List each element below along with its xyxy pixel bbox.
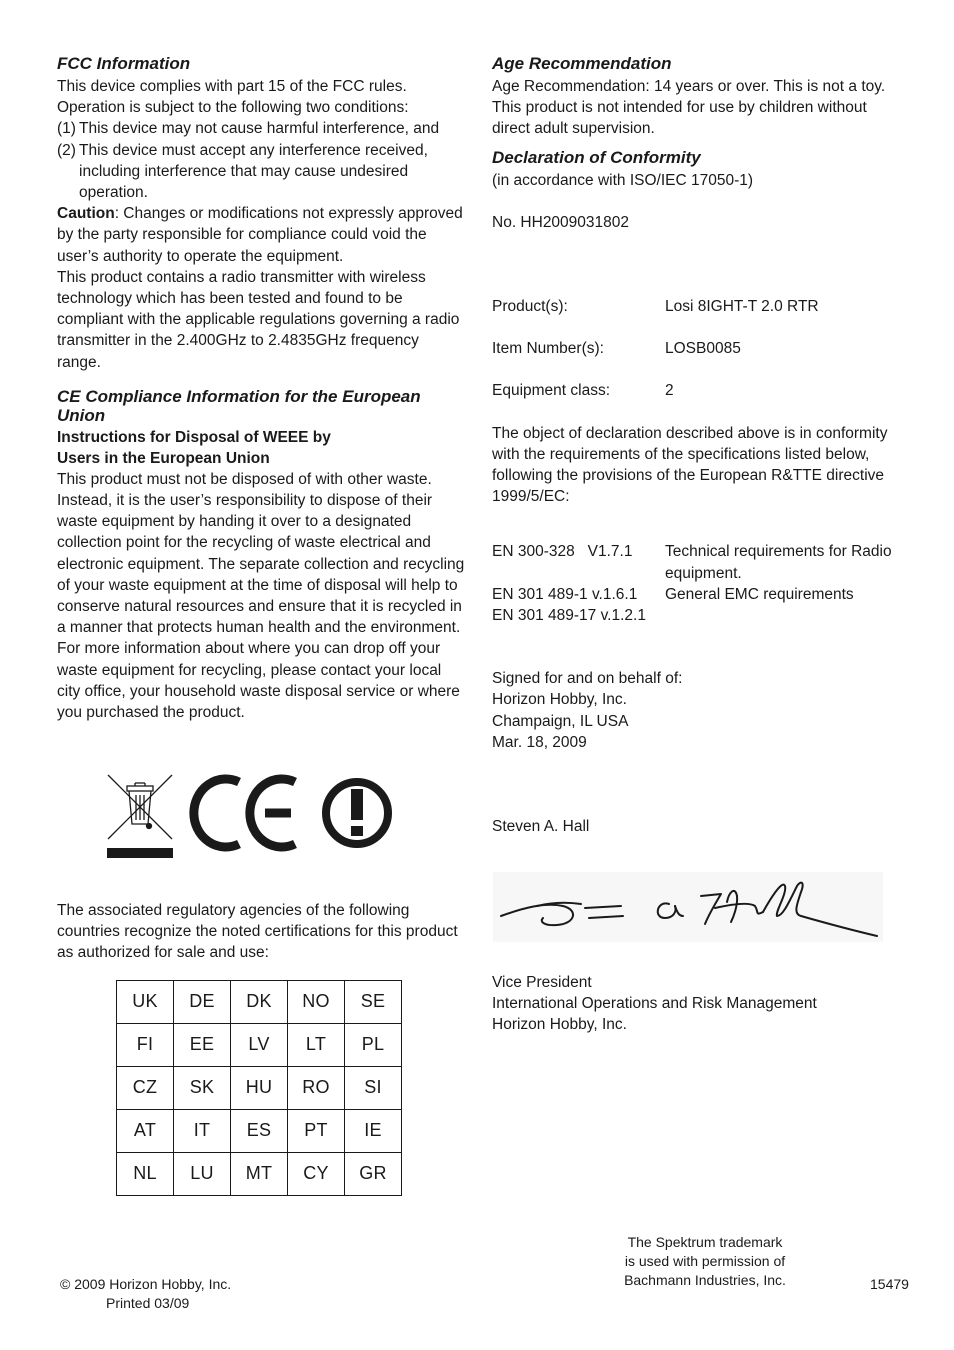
signed-line: Horizon Hobby, Inc. (492, 691, 627, 709)
age-text: Age Recommendation: 14 years or over. This is not a toy. This product is not intended for use by children without direct adult supervision. (492, 78, 886, 138)
document-code: 15479 (870, 1276, 909, 1292)
country-cell: AT (117, 1110, 174, 1153)
standard-row (492, 584, 902, 605)
title-line: International Operations and Risk Management (492, 995, 817, 1013)
fcc-radio-text: This product contains a radio transmitter with wireless technology which has been tested and found to be compliant with the applicable regulations governing a radio transmitter in the 2.400GHz to 2.4835GHz frequency range. (57, 268, 460, 371)
field-label: Item Number(s): (492, 340, 604, 358)
field-product (492, 296, 902, 317)
country-cell: PT (288, 1110, 345, 1153)
caution-label: Caution (57, 205, 115, 223)
fcc-conditions-list (57, 118, 467, 203)
country-cell: EE (174, 1024, 231, 1067)
age-heading: Age Recommendation (492, 54, 672, 73)
agencies-text: The associated regulatory agencies of the following countries recognize the noted certifications for this product as authorized for sale and use: (57, 902, 458, 962)
signed-line: Signed for and on behalf of: (492, 670, 683, 688)
fcc-intro-1: This device complies with part 15 of the FCC rules. (57, 78, 407, 95)
left-column (57, 54, 467, 723)
weee-bin-icon (107, 775, 173, 858)
country-cell: SI (345, 1067, 402, 1110)
table-row (117, 1067, 402, 1110)
standard-code: EN 301 489-1 v.1.6.1 (492, 585, 638, 603)
trademark-line: Bachmann Industries, Inc. (624, 1272, 786, 1288)
signer-name: Steven A. Hall (492, 818, 590, 836)
signature-image (493, 872, 883, 942)
condition-text: This device must accept any interference received, including interference that may cause undesired operation. (79, 141, 428, 202)
country-cell: CY (288, 1153, 345, 1196)
trademark-notice (610, 1233, 800, 1290)
country-cell: LU (174, 1153, 231, 1196)
printed-date: Printed 03/09 (106, 1295, 190, 1311)
alert-mark-icon (326, 782, 388, 844)
standard-code: EN 300-328 V1.7.1 (492, 543, 633, 561)
standard-row (492, 541, 902, 583)
country-cell: LV (231, 1024, 288, 1067)
right-column (492, 54, 902, 837)
field-value: 2 (665, 382, 674, 400)
field-label: Equipment class: (492, 382, 611, 400)
ce-heading: CE Compliance Information for the European Union (57, 386, 421, 425)
standard-desc: General EMC requirements (665, 585, 854, 603)
doc-number: No. HH2009031802 (492, 213, 630, 231)
table-row (117, 981, 402, 1024)
table-row (117, 1024, 402, 1067)
condition-number: (1) (57, 120, 76, 138)
title-line: Horizon Hobby, Inc. (492, 1016, 627, 1034)
standard-desc: Technical requirements for Radio equipment. (665, 543, 892, 582)
copyright-text: © 2009 Horizon Hobby, Inc. (60, 1276, 232, 1292)
signed-line: Mar. 18, 2009 (492, 733, 587, 751)
fcc-heading: FCC Information (57, 54, 191, 73)
standard-desc (665, 605, 902, 626)
country-cell: DE (174, 981, 231, 1024)
ce-mark-icon (194, 779, 295, 847)
country-cell: HU (231, 1067, 288, 1110)
fcc-condition-1 (57, 118, 467, 139)
compliance-symbols (105, 772, 405, 862)
field-value: LOSB0085 (665, 340, 741, 358)
country-cell: NL (117, 1153, 174, 1196)
country-cell: NO (288, 981, 345, 1024)
country-cell: IT (174, 1110, 231, 1153)
standard-row (492, 605, 902, 626)
country-cell: LT (288, 1024, 345, 1067)
fcc-caution (57, 203, 467, 267)
country-cell: SK (174, 1067, 231, 1110)
signed-line: Champaign, IL USA (492, 712, 629, 730)
country-cell: FI (117, 1024, 174, 1067)
doc-heading: Declaration of Conformity (492, 147, 701, 167)
country-cell: MT (231, 1153, 288, 1196)
field-label: Product(s): (492, 298, 568, 316)
country-cell: CZ (117, 1067, 174, 1110)
country-cell: PL (345, 1024, 402, 1067)
field-value: Losi 8IGHT-T 2.0 RTR (665, 298, 819, 316)
table-row (117, 1153, 402, 1196)
fcc-condition-2 (57, 140, 467, 204)
condition-text: This device may not cause harmful interference, and (79, 120, 440, 138)
country-cell: IE (345, 1110, 402, 1153)
doc-subtitle: (in accordance with ISO/IEC 17050-1) (492, 171, 754, 189)
trademark-line: is used with permission of (624, 1253, 786, 1269)
footer-copyright-block (60, 1275, 231, 1313)
caution-text: : Changes or modifications not expressly approved by the party responsible for compliance could void the user’s authority to operate the equipment. (57, 205, 463, 265)
trademark-line: The Spektrum trademark (627, 1234, 783, 1250)
country-cell: RO (288, 1067, 345, 1110)
standard-code: EN 301 489-17 v.1.2.1 (492, 607, 646, 625)
country-cell: GR (345, 1153, 402, 1196)
country-cell: DK (231, 981, 288, 1024)
weee-heading-line-2: Users in the European Union (57, 449, 270, 467)
fcc-intro-2: Operation is subject to the following two conditions: (57, 99, 409, 117)
weee-heading-line-1: Instructions for Disposal of WEEE by (57, 428, 331, 446)
condition-number: (2) (57, 141, 76, 159)
signer-title-block (492, 972, 902, 1036)
title-line: Vice President (492, 974, 592, 991)
table-row (117, 1110, 402, 1153)
country-cell: SE (345, 981, 402, 1024)
country-cell: UK (117, 981, 174, 1024)
country-cell: ES (231, 1110, 288, 1153)
country-table (116, 980, 402, 1196)
field-item-number (492, 338, 902, 359)
field-equipment-class (492, 380, 902, 401)
conformity-text: The object of declaration described above is in conformity with the requirements of the specifications listed below, following the provisions of the European R&TTE directive 1999/5/EC: (492, 424, 888, 506)
weee-text: This product must not be disposed of with other waste. Instead, it is the user’s responsibility to dispose of their waste equipment by handing it over to a designated collection point for the recycling of waste electrical and electronic equipment. The separate collection and recycling of your waste equipment at the time of disposal will help to conserve natural resources and ensure that it is recycled in a manner that protects human health and the environment. For more information about where you can drop off your waste equipment for recycling, please contact your local city office, your household waste disposal service or where you purchased the product. (57, 470, 465, 722)
